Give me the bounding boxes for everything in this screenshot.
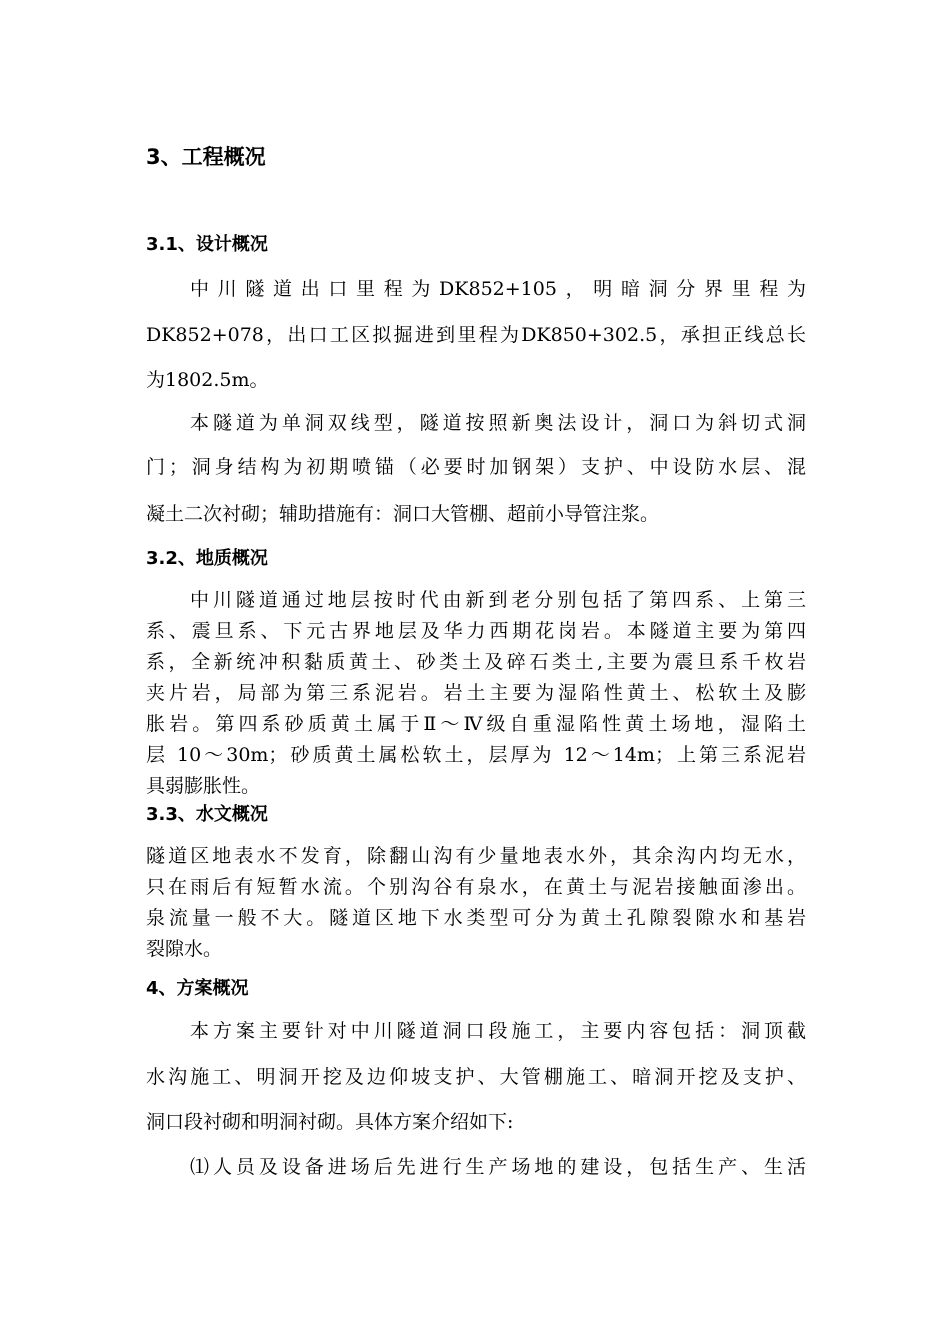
paragraph-line: ⑴人员及设备进场后先进行生产场地的建设，包括生产、生活 <box>190 1156 806 1178</box>
paragraph-line: 具弱膨胀性。 <box>146 775 261 797</box>
paragraph-line: 凝土二次衬砌；辅助措施有：洞口大管棚、超前小导管注浆。 <box>146 503 660 525</box>
paragraph-line: 本隧道为单洞双线型，隧道按照新奥法设计，洞口为斜切式洞 <box>190 412 806 434</box>
paragraph-line: 胀岩。第四系砂质黄土属于Ⅱ～Ⅳ级自重湿陷性黄土场地，湿陷土 <box>146 713 806 735</box>
section-3-1-heading: 3.1、设计概况 <box>146 234 268 255</box>
section-3-2-heading: 3.2、地质概况 <box>146 548 268 569</box>
paragraph-line: 泉流量一般不大。隧道区地下水类型可分为黄土孔隙裂隙水和基岩 <box>146 907 806 929</box>
paragraph-line: 只在雨后有短暂水流。个别沟谷有泉水，在黄土与泥岩接触面渗出。 <box>146 876 806 898</box>
paragraph-line: 裂隙水。 <box>146 938 223 960</box>
paragraph-line: 为1802.5m。 <box>146 369 269 391</box>
paragraph-line: 系、震旦系、下元古界地层及华力西期花岗岩。本隧道主要为第四 <box>146 620 806 642</box>
paragraph-line: 夹片岩，局部为第三系泥岩。岩土主要为湿陷性黄土、松软土及膨 <box>146 682 806 704</box>
paragraph-line: 水沟施工、明洞开挖及边仰坡支护、大管棚施工、暗洞开挖及支护、 <box>146 1066 806 1088</box>
paragraph-line: 系，全新统冲积黏质黄土、砂类土及碎石类土,主要为震旦系千枚岩 <box>146 651 806 673</box>
section-3-heading: 3、工程概况 <box>146 145 266 169</box>
section-3-3-heading: 3.3、水文概况 <box>146 804 268 825</box>
paragraph-line: 层 10～30m；砂质黄土属松软土，层厚为 12～14m；上第三系泥岩 <box>146 744 806 766</box>
paragraph-line: 中川隧道通过地层按时代由新到老分别包括了第四系、上第三 <box>190 589 806 611</box>
paragraph-line: 中川隧道出口里程为DK852+105，明暗洞分界里程为 <box>190 278 806 300</box>
paragraph-line: 隧道区地表水不发育，除翻山沟有少量地表水外，其余沟内均无水， <box>146 845 806 867</box>
paragraph-line: DK852+078，出口工区拟掘进到里程为DK850+302.5，承担正线总长 <box>146 324 806 346</box>
paragraph-line: 洞口段衬砌和明洞衬砌。具体方案介绍如下: <box>146 1111 514 1133</box>
paragraph-line: 门；洞身结构为初期喷锚（必要时加钢架）支护、中设防水层、混 <box>146 456 806 478</box>
paragraph-line: 本方案主要针对中川隧道洞口段施工，主要内容包括：洞顶截 <box>190 1020 806 1042</box>
section-4-heading: 4、方案概况 <box>146 978 249 999</box>
